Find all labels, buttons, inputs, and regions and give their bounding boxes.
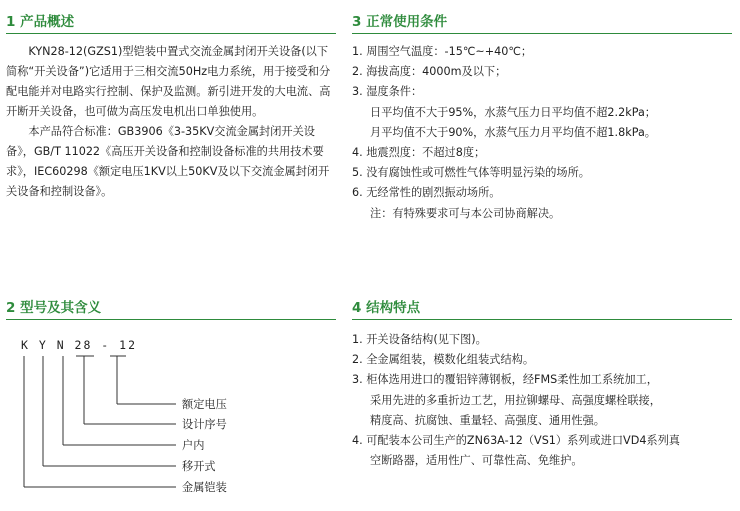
condition-note: 注：有特殊要求可与本公司协商解决。 [370, 206, 561, 220]
section-header [352, 298, 732, 322]
section-structure-features [352, 298, 732, 471]
condition-no-vibration: 6. 无经常性的剧烈振动场所。 [352, 186, 501, 200]
label-metal-clad: 金属铠装 [182, 481, 227, 494]
condition-seismic: 4. 地震烈度：不超过8度； [352, 146, 486, 160]
section-divider [352, 319, 732, 320]
section-model-meaning [6, 298, 336, 508]
section-title: 2 型号及其含义 [6, 300, 102, 316]
section-divider [352, 33, 732, 34]
label-rated-voltage: 额定电压 [182, 398, 227, 411]
feature-cabinet-material: 3. 柜体选用进口的覆铝锌薄钢板，经FMS柔性加工系统加工， [352, 373, 658, 387]
model-breakdown-lines [6, 298, 336, 508]
condition-no-corrosive: 5. 没有腐蚀性或可燃性气体等明显污染的场所。 [352, 166, 590, 180]
label-indoor: 户内 [182, 439, 205, 452]
label-withdrawable: 移开式 [182, 460, 216, 473]
section-divider [6, 33, 336, 34]
section-header [352, 12, 732, 36]
condition-humidity-daily: 日平均值不大于95%，水蒸气压力日平均值不超2.2kPa； [370, 105, 656, 119]
model-code: K Y N 28 - 12 [21, 338, 138, 352]
feature-cabinet-process: 采用先进的多重折边工艺，用拉铆螺母、高强度螺栓联接， [370, 393, 661, 407]
feature-metal-assembly: 2. 全金属组装，模数化组装式结构。 [352, 353, 535, 367]
section-title: 3 正常使用条件 [352, 14, 448, 30]
condition-altitude: 2. 海拔高度：4000m及以下； [352, 65, 507, 79]
section-title: 4 结构特点 [352, 300, 421, 316]
feature-breaker-cont: 空断路器，适用性广、可靠性高、免维护。 [370, 454, 583, 468]
standards-paragraph: 本产品符合标准：GB3906《3-35KV交流金属封闭开关设备》，GB/T 11022《高压开关设备和控制设备标准的共用技术要求》，IEC60298《额定电压1KV以上50KV及以下交流金属封闭开关设备和控制设备》。 [6, 125, 330, 198]
feature-structure: 1. 开关设备结构(见下图)。 [352, 333, 487, 346]
section-product-overview [6, 12, 336, 202]
condition-humidity: 3. 湿度条件： [352, 85, 423, 99]
section-title: 1 产品概述 [6, 14, 75, 30]
condition-temperature: 1. 周围空气温度：-15℃~+40℃； [352, 45, 533, 58]
condition-humidity-monthly: 月平均值不大于90%，水蒸气压力月平均值不超1.8kPa。 [370, 125, 656, 139]
label-design-serial: 设计序号 [182, 418, 227, 431]
overview-paragraph: KYN28-12(GZS1)型铠装中置式交流金属封闭开关设备(以下简称“开关设备”)它适用于三相交流50Hz电力系统，用于接受和分配电能并对电路实行控制、保护及监测。新引进开发的大电流、高开断开关设备，也可做为高压发电机出口单独使用。 [6, 45, 331, 118]
feature-cabinet-quality: 精度高、抗腐蚀、重量轻、高强度、通用性强。 [370, 413, 605, 427]
feature-breaker: 4. 可配装本公司生产的ZN63A-12（VS1）系列或进口VD4系列真 [352, 434, 681, 448]
section-header [6, 12, 336, 36]
section-usage-conditions [352, 12, 732, 224]
